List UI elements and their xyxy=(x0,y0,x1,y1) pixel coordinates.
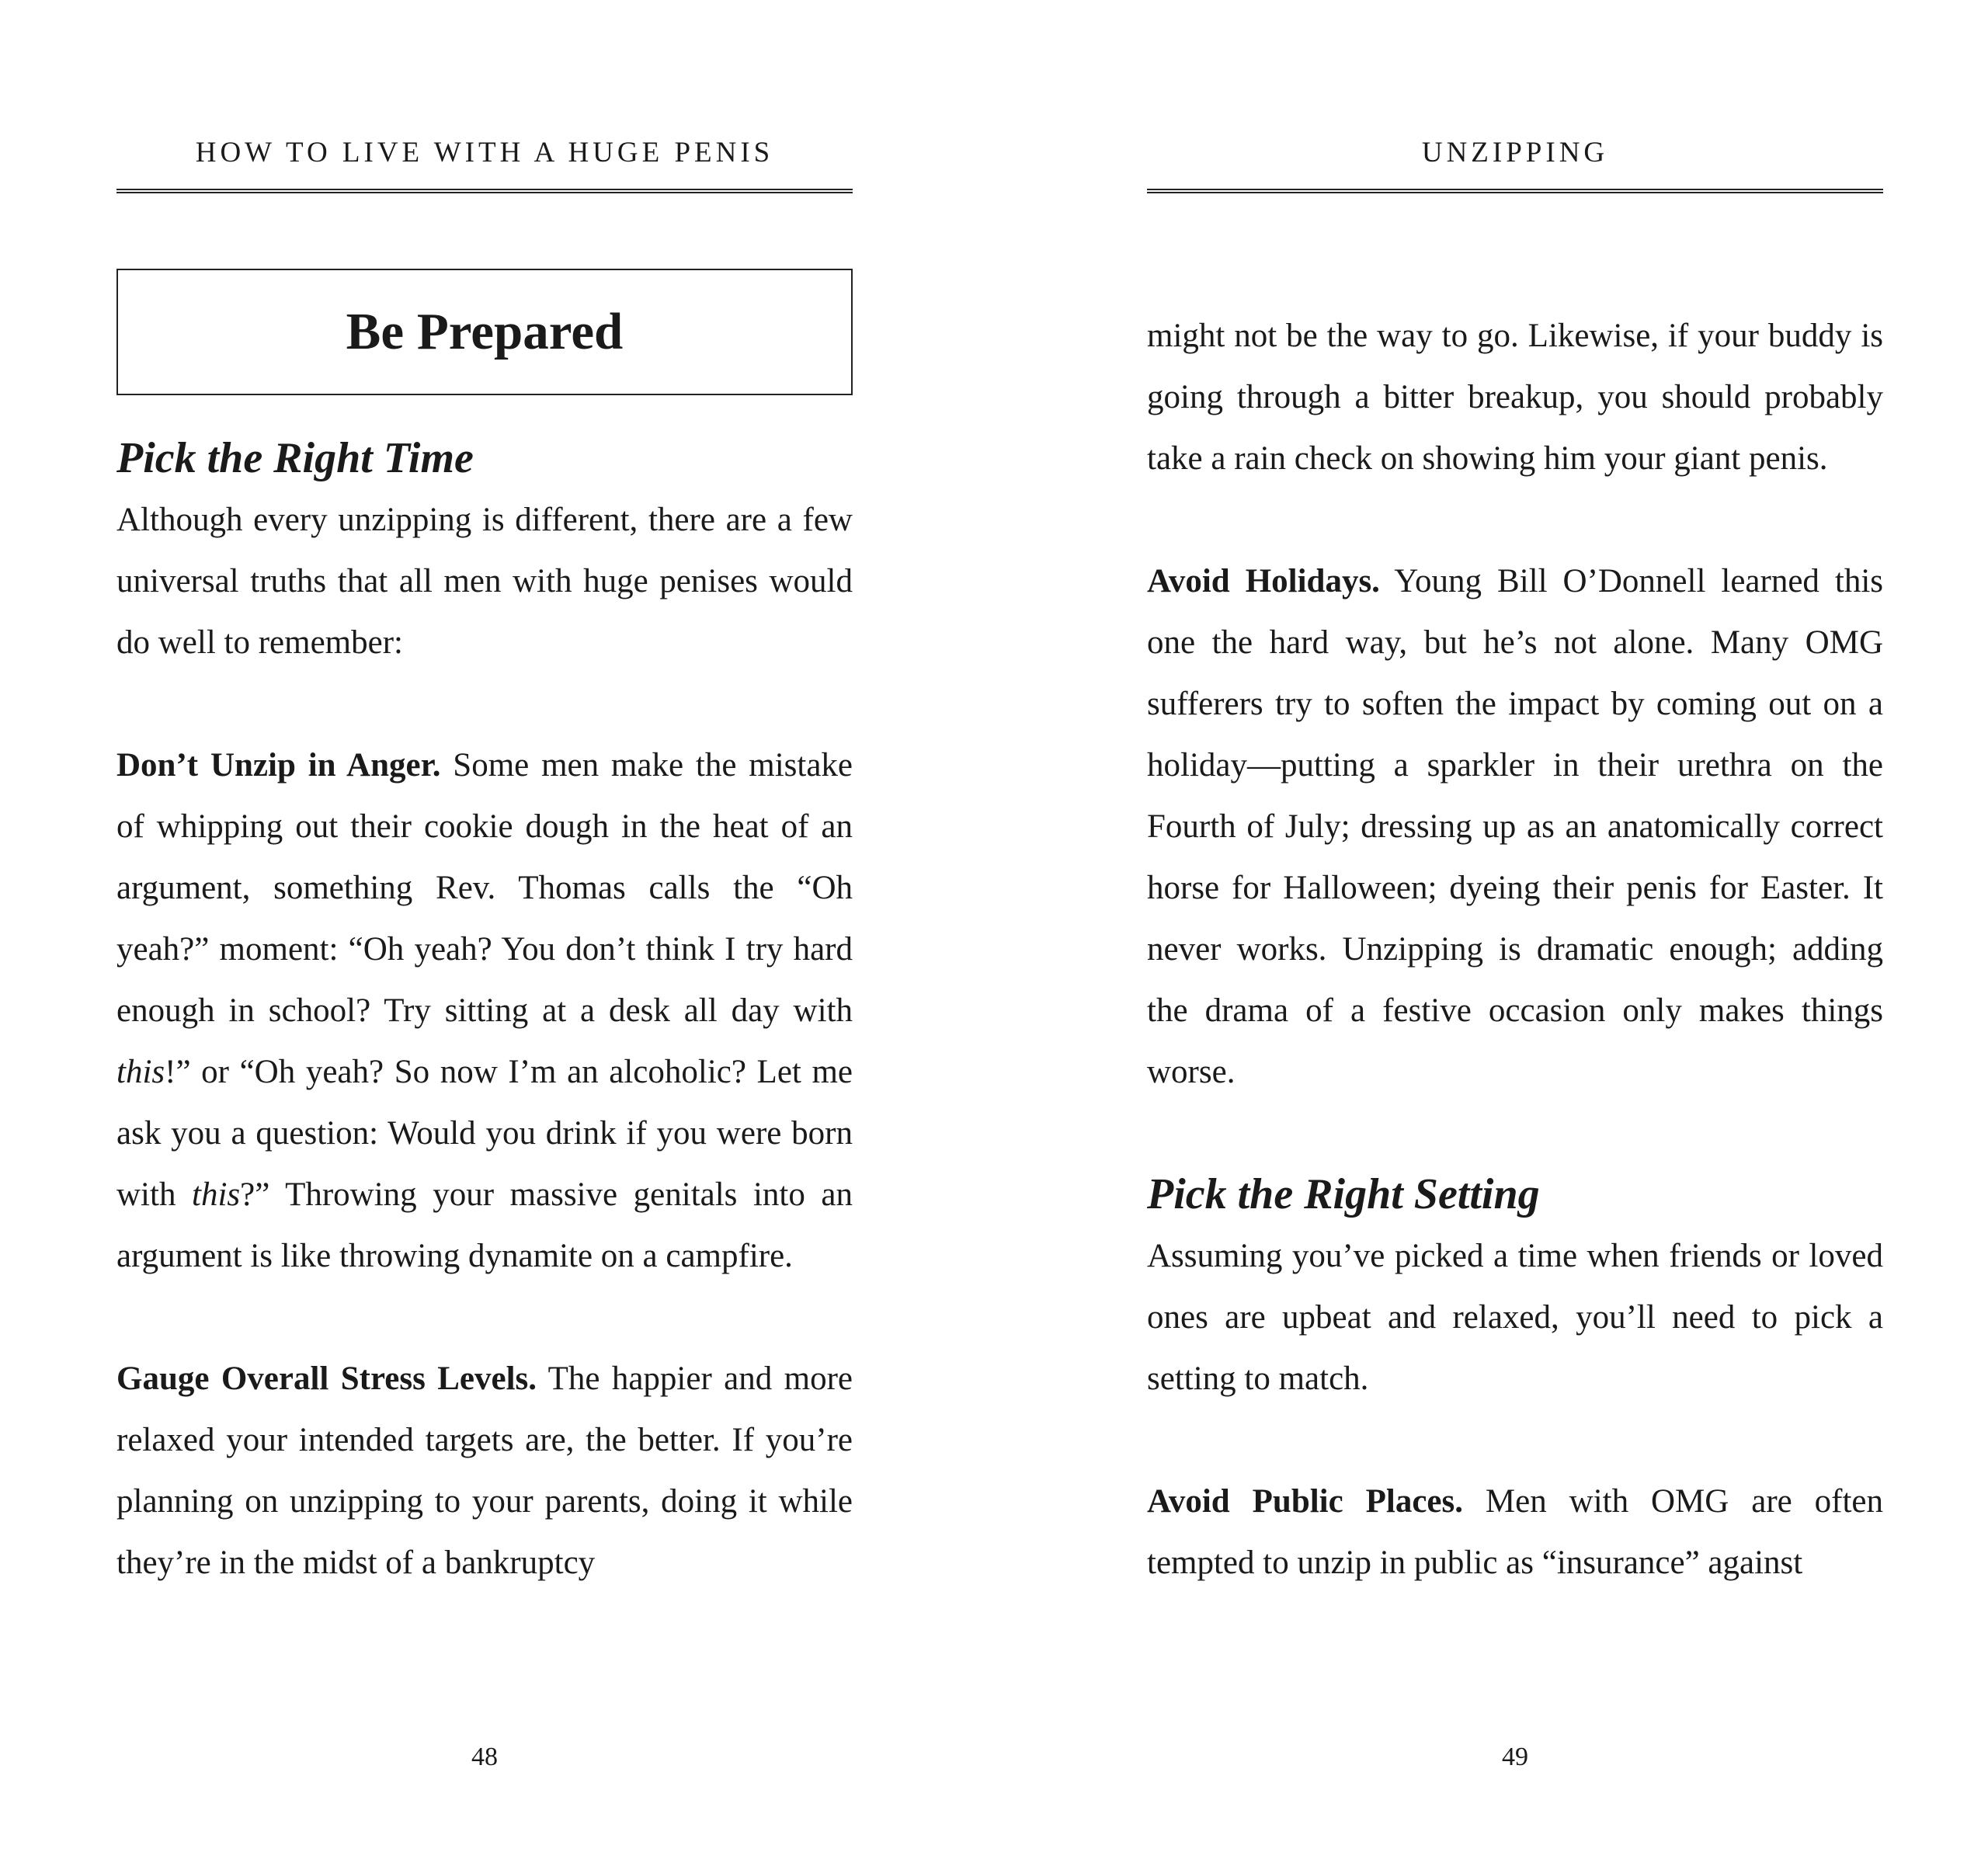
intro-paragraph: Although every unzipping is different, there are a few universal truths that all men with huge penises would do well to remember: xyxy=(116,502,853,661)
emphasis-this-1: this xyxy=(116,1054,165,1090)
page-number-left: 48 xyxy=(471,1743,498,1771)
section-heading-right-time: Pick the Right Time xyxy=(116,434,474,482)
left-body-text xyxy=(116,428,853,1593)
left-page xyxy=(116,0,853,1866)
header-rule-left xyxy=(116,189,853,193)
running-head-left: HOW TO LIVE WITH A HUGE PENIS xyxy=(195,137,774,169)
lead-dont-unzip-in-anger: Don’t Unzip in Anger. xyxy=(116,747,441,784)
lead-gauge-stress: Gauge Overall Stress Levels. xyxy=(116,1360,537,1397)
chapter-title: Be Prepared xyxy=(116,269,853,395)
lead-avoid-holidays: Avoid Holidays. xyxy=(1147,563,1380,599)
right-body-text xyxy=(1147,305,1883,1593)
emphasis-this-2: this xyxy=(192,1176,241,1213)
paragraph-dont-unzip-in-anger: Don’t Unzip in Anger. Some men make the mistake of whipping out their cookie dough in the heat of an argument, something Rev. Thomas calls the “Oh yeah?” moment: “Oh yeah? You don’t think I try hard enough in school? Try sitting at a desk all day with this!” or “Oh yeah? So now I’m an alcoholic? Let me ask you a question: Would you drink if you were born with this?” Throwing your massive genitals into an argument is like throwing dynamite on a campfire. xyxy=(116,747,853,1274)
lead-avoid-public-places: Avoid Public Places. xyxy=(1147,1483,1463,1520)
running-head-right: UNZIPPING xyxy=(1421,137,1609,169)
header-rule-right xyxy=(1147,189,1883,193)
continued-paragraph: might not be the way to go. Likewise, if your buddy is going through a bitter breakup, you should probably take a rain check on showing him your giant penis. xyxy=(1147,318,1883,477)
page-number-right: 49 xyxy=(1502,1743,1528,1771)
paragraph-gauge-stress: Gauge Overall Stress Levels. The happier and more relaxed your intended targets are, the better. If you’re planning on unzipping to your parents, doing it while they’re in the midst of a bankruptcy xyxy=(116,1360,853,1581)
paragraph-avoid-holidays: Avoid Holidays. Young Bill O’Donnell learned this one the hard way, but he’s not alone. Many OMG sufferers try to soften the impact by coming out on a holiday—putting a sparkler in their urethra on the Fourth of July; dressing up as an anatomically correct horse for Halloween; dyeing their penis for Easter. It never works. Unzipping is dramatic enough; adding the drama of a festive occasion only makes things worse. xyxy=(1147,563,1883,1090)
setting-intro-paragraph: Assuming you’ve picked a time when friends or loved ones are upbeat and relaxed, you’ll need to pick a setting to match. xyxy=(1147,1238,1883,1397)
section-heading-right-setting: Pick the Right Setting xyxy=(1147,1170,1540,1218)
paragraph-avoid-public-places: Avoid Public Places. Men with OMG are often tempted to unzip in public as “insurance” against xyxy=(1147,1483,1884,1581)
right-page xyxy=(1147,0,1883,1866)
